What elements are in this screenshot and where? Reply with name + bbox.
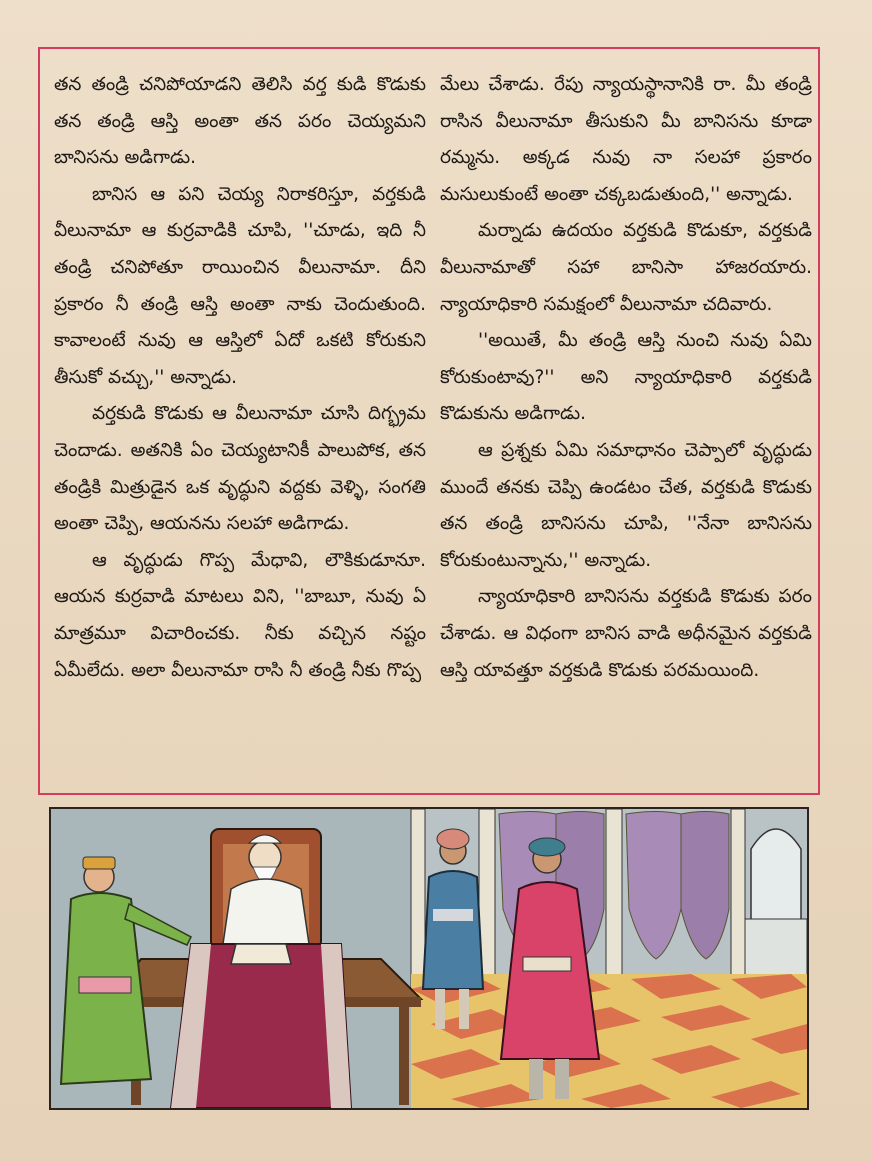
right-text-column (440, 67, 812, 689)
paragraph: వర్తకుడి కొడుకు ఆ వీలునామా చూసి దిగ్భ్రమ చెందాడు. అతనికి ఏం చెయ్యటానికీ పాలుపోక, తన తండ్రికి మిత్రుడైన ఒక వృద్ధుని వద్దకు వెళ్ళి, సంగతి అంతా చెప్పి, ఆయనను సలహా అడిగాడు. (54, 403, 426, 535)
paragraph: ఆ వృద్ధుడు గొప్ప మేధావి, లౌకికుడూనూ. ఆయన కుర్రవాడి మాటలు విని, ''బాబూ, నువు ఏ మాత్రమూ విచారించకు. నీకు వచ్చిన నష్టం ఏమీలేదు. అలా వీలునామా రాసి నీ తండ్రి నీకు గొప్ప (54, 549, 426, 681)
left-text-column (54, 67, 426, 689)
courtroom-scene-image (51, 809, 807, 1108)
paragraph: బానిస ఆ పని చెయ్య నిరాకరిస్తూ, వర్తకుడి వీలునామా ఆ కుర్రవాడికి చూపి, ''చూడు, ఇది నీ తండ్రి చనిపోతూ రాయించిన వీలునామా. దీని ప్రకారం నీ తండ్రి ఆస్తి అంతా నాకు చెందుతుంది. కావాలంటే నువు ఆ ఆస్తిలో ఏదో ఒకటి కోరుకుని తీసుకో వచ్చు,'' అన్నాడు. (54, 183, 426, 388)
courtroom-illustration (49, 807, 809, 1110)
paragraph: మేలు చేశాడు. రేపు న్యాయస్థానానికి రా. మీ తండ్రి రాసిన వీలునామా తీసుకుని మీ బానిసను కూడా రమ్మను. అక్కడ నువు నా సలహా ప్రకారం మసులుకుంటే అంతా చక్కబడుతుంది,'' అన్నాడు. (440, 74, 812, 205)
paragraph: తన తండ్రి చనిపోయాడని తెలిసి వర్త కుడి కొడుకు తన తండ్రి ఆస్తి అంతా తన పరం చెయ్యమని బానిసను అడిగాడు. (54, 74, 426, 169)
paragraph: ఆ ప్రశ్నకు ఏమి సమాధానం చెప్పాలో వృద్ధుడు ముందే తనకు చెప్పి ఉండటం చేత, వర్తకుడి కొడుకు తన తండ్రి బానిసను చూపి, ''నేనా బానిసను కోరుకుంటున్నాను,'' అన్నాడు. (440, 439, 812, 571)
story-text-frame (38, 47, 820, 795)
paragraph: న్యాయాధికారి బానిసను వర్తకుడి కొడుకు పరం చేశాడు. ఆ విధంగా బానిస వాడి అధీనమైన వర్తకుడి ఆస్తి యావత్తూ వర్తకుడి కొడుకు పరమయింది. (440, 586, 812, 681)
paragraph: ''అయితే, మీ తండ్రి ఆస్తి నుంచి నువు ఏమి కోరుకుంటావు?'' అని న్యాయాధికారి వర్తకుడి కొడుకును అడిగాడు. (440, 330, 812, 425)
paragraph: మర్నాడు ఉదయం వర్తకుడి కొడుకూ, వర్తకుడి వీలునామాతో సహా బానిసా హాజరయారు. న్యాయాధికారి సమక్షంలో వీలునామా చదివారు. (440, 220, 812, 315)
